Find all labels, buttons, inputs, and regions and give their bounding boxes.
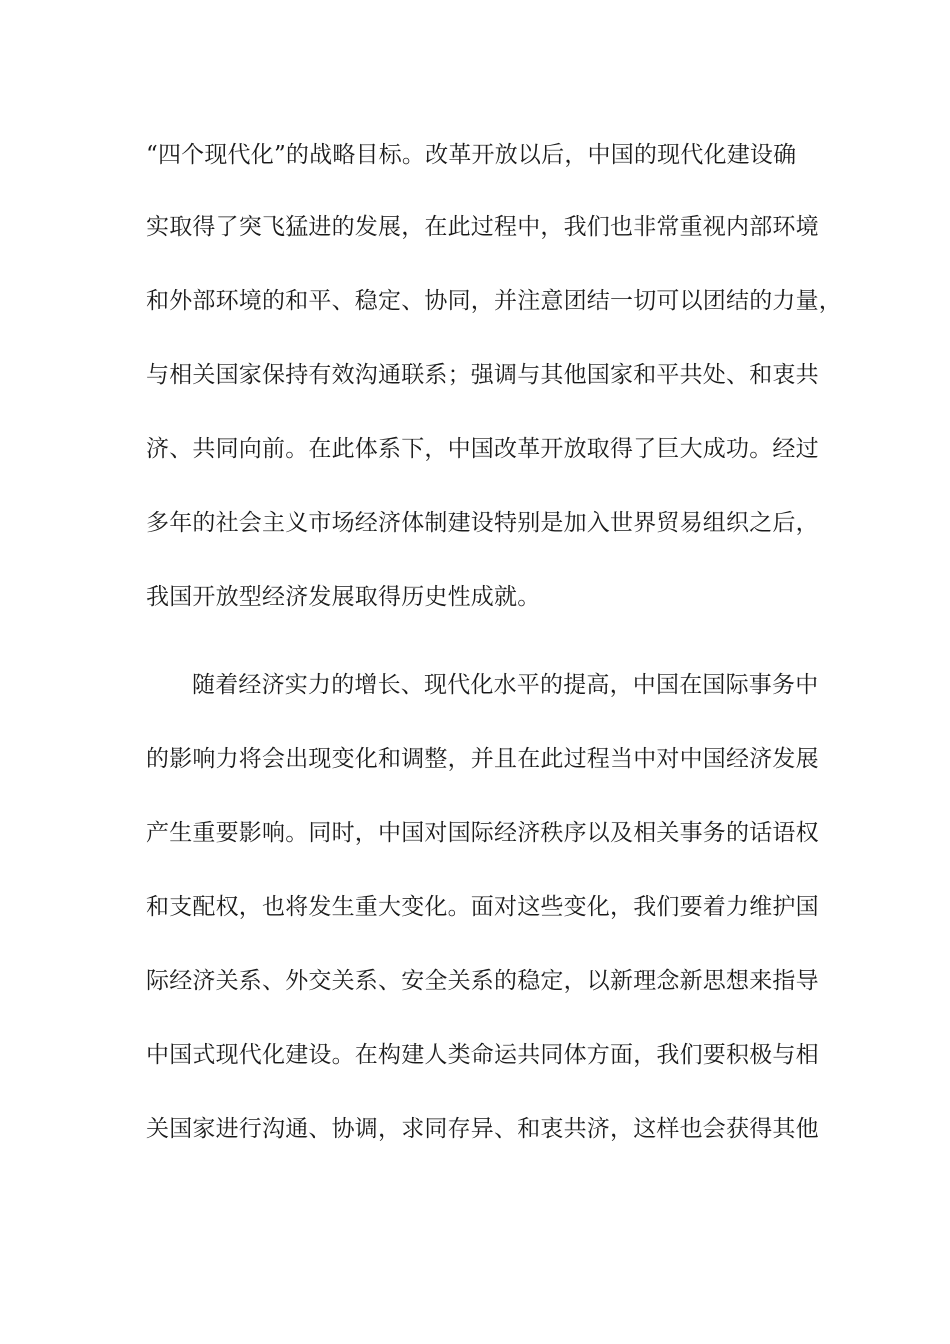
text-line: 与相关国家保持有效沟通联系；强调与其他国家和平共处、和衷共 [146,362,819,388]
text-line: 际经济关系、外交关系、安全关系的稳定，以新理念新思想来指导 [146,968,819,994]
text-line: 济、共同向前。在此体系下，中国改革开放取得了巨大成功。经过 [146,436,819,462]
text-line: 和外部环境的和平、稳定、协同，并注意团结一切可以团结的力量， [146,288,842,314]
text-line: 产生重要影响。同时，中国对国际经济秩序以及相关事务的话语权 [146,820,819,846]
text-line: 多年的社会主义市场经济体制建设特别是加入世界贸易组织之后， [146,510,819,536]
text-line: “四个现代化”的战略目标。改革开放以后，中国的现代化建设确 [146,142,797,168]
text-line: 实取得了突飞猛进的发展，在此过程中，我们也非常重视内部环境 [146,214,819,240]
text-line: 的影响力将会出现变化和调整，并且在此过程当中对中国经济发展 [146,746,819,772]
text-line: 关国家进行沟通、协调，求同存异、和衷共济，这样也会获得其他 [146,1116,819,1142]
text-line: 我国开放型经济发展取得历史性成就。 [146,584,541,610]
text-line-indented: 随着经济实力的增长、现代化水平的提高，中国在国际事务中 [192,672,819,698]
text-line: 中国式现代化建设。在构建人类命运共同体方面，我们要积极与相 [146,1042,819,1068]
text-line: 和支配权，也将发生重大变化。面对这些变化，我们要着力维护国 [146,894,819,920]
